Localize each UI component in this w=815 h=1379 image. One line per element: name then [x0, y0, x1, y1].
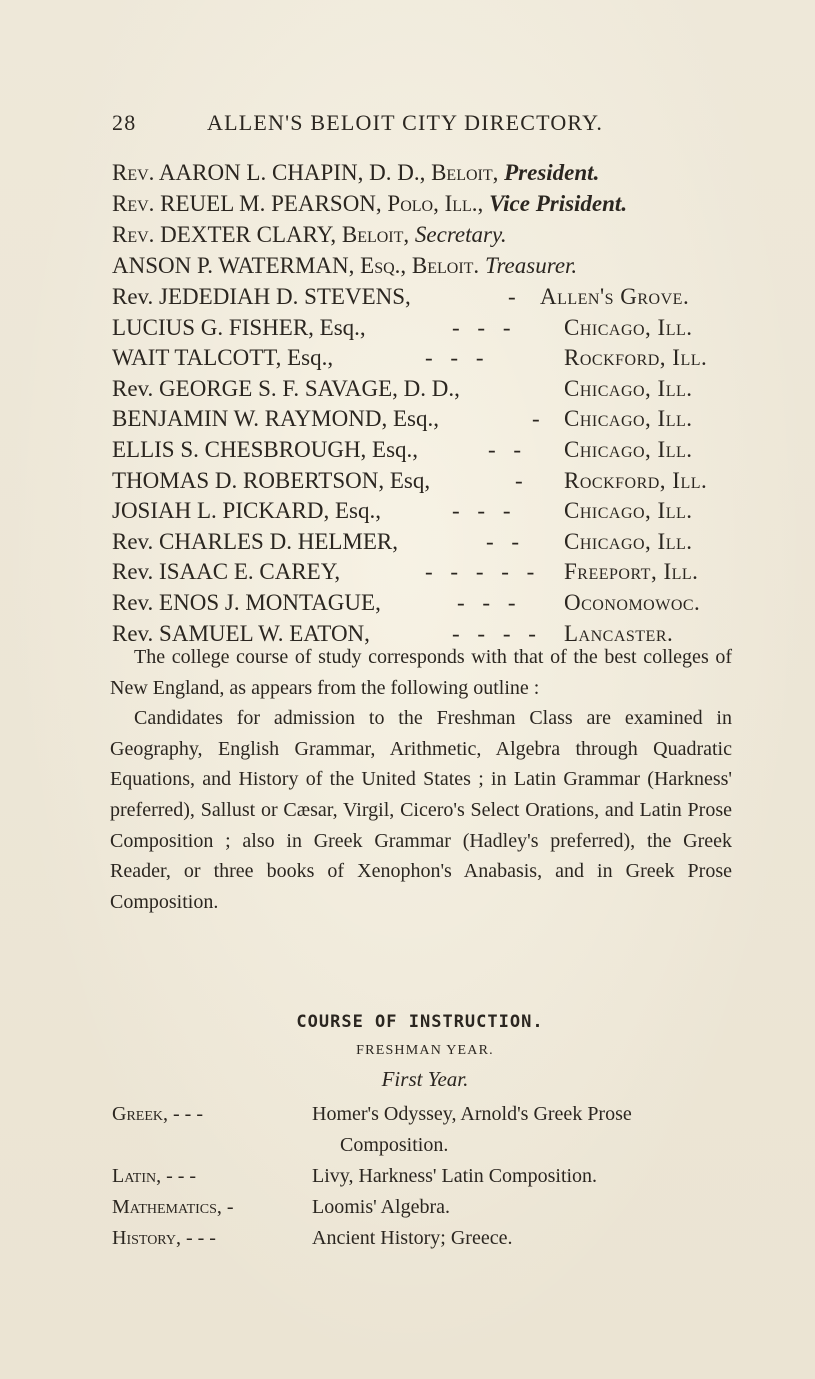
subject-name: Mathematics, - — [112, 1196, 234, 1218]
trustee-row — [112, 559, 752, 590]
trustee-place: Rockford, Ill. — [564, 345, 708, 371]
trustee-row — [112, 284, 752, 315]
officer-name: ANSON P. WATERMAN, — [112, 253, 355, 278]
trustee-row — [112, 529, 752, 560]
subject-row — [112, 1161, 752, 1192]
officer-place: Beloit, — [341, 222, 410, 247]
subjects-list — [112, 1099, 752, 1254]
year-heading: FRESHMAN YEAR. — [356, 1043, 494, 1058]
subject-desc: Homer's Odyssey, Arnold's Greek Prose — [312, 1103, 632, 1125]
trustee-name: Rev. JEDEDIAH D. STEVENS, — [112, 284, 411, 309]
trustee-name: BENJAMIN W. RAYMOND, Esq., — [112, 406, 439, 432]
trustee-place: Chicago, Ill. — [564, 436, 693, 462]
trustee-place: Oconomowoc. — [564, 589, 701, 615]
leader-dashes: - - - - - — [425, 559, 541, 585]
trustee-name: Rev. GEORGE S. F. SAVAGE, D. D., — [112, 375, 460, 401]
subject-name: Latin, - - - — [112, 1165, 197, 1187]
trustee-place: Rockford, Ill. — [564, 467, 708, 493]
leader-dashes: - — [508, 284, 522, 309]
officers-list — [112, 160, 752, 284]
trustee-place: Allen's Grove. — [540, 284, 690, 309]
trustee-place: Chicago, Ill. — [564, 498, 693, 524]
officer-row — [112, 253, 752, 284]
officer-role: President. — [504, 160, 600, 185]
trustee-name: Rev. CHARLES D. HELMER, — [112, 528, 399, 554]
trustee-row — [112, 345, 752, 376]
trustee-row — [112, 468, 752, 499]
subject-row — [112, 1192, 752, 1223]
officer-prefix: Rev. — [112, 222, 155, 247]
trustee-place: Chicago, Ill. — [564, 314, 693, 340]
officer-prefix: Rev. — [112, 191, 155, 216]
trustee-name: Rev. ENOS J. MONTAGUE, — [112, 589, 381, 615]
trustee-place: Chicago, Ill. — [564, 375, 693, 401]
trustee-place: Chicago, Ill. — [564, 528, 693, 554]
subject-name: History, - - - — [112, 1227, 216, 1249]
leader-dashes: - — [515, 467, 529, 493]
page-number: 28 — [112, 110, 137, 135]
sub-heading: First Year. — [381, 1067, 469, 1091]
leader-dashes: - - - — [425, 345, 490, 371]
leader-dashes: - - - — [452, 314, 517, 340]
trustee-name: Rev. SAMUEL W. EATON, — [112, 620, 370, 646]
leader-dashes: - - - - — [452, 620, 542, 646]
officer-place: Esq., Beloit. — [360, 253, 480, 278]
subject-desc: Ancient History; Greece. — [312, 1227, 513, 1249]
trustee-name: JOSIAH L. PICKARD, Esq., — [112, 498, 381, 524]
trustee-row — [112, 406, 752, 437]
trustee-name: Rev. ISAAC E. CAREY, — [112, 559, 341, 585]
officer-place: Polo, Ill., — [387, 191, 484, 216]
trustee-place: Lancaster. — [564, 620, 674, 646]
running-title: ALLEN'S BELOIT CITY DIRECTORY. — [207, 110, 604, 135]
officer-prefix: Rev. — [112, 160, 155, 185]
officer-role: Vice Prisident. — [489, 191, 628, 216]
officer-row — [112, 160, 752, 191]
paragraph: Candidates for admission to the Freshman Class are examined in Geography, English Grammar, Arithmetic, Algebra through Quadratic Equations, and History of the United States ; in Latin Grammar (Harkness' preferred), Sallust or Cæsar, Virgil, Cicero's Select Orations, and Latin Prose Composition ; also in Greek Grammar (Hadley's preferred), the Greek Reader, or three books of Xenophon's Anabasis, and in Greek Prose Composition. — [110, 707, 732, 913]
subject-name: Greek, - - - — [112, 1103, 203, 1125]
trustee-place: Freeport, Ill. — [564, 559, 699, 585]
subject-desc-cont: Composition. — [340, 1134, 449, 1156]
trustee-name: WAIT TALCOTT, Esq., — [112, 345, 334, 371]
subject-desc: Livy, Harkness' Latin Composition. — [312, 1165, 598, 1187]
subject-desc: Loomis' Algebra. — [312, 1196, 451, 1218]
trustee-name: ELLIS S. CHESBROUGH, Esq., — [112, 436, 419, 462]
body-text — [110, 642, 732, 917]
officer-name: REUEL M. PEARSON, — [160, 191, 382, 216]
trustee-row — [112, 376, 752, 407]
leader-dashes: - - — [486, 528, 526, 554]
leader-dashes: - - - — [452, 498, 517, 524]
trustee-row — [112, 590, 752, 621]
leader-dashes: - - - — [457, 589, 522, 615]
officer-row — [112, 222, 752, 253]
trustees-list — [112, 284, 752, 651]
subject-row — [112, 1099, 752, 1161]
paragraph: The college course of study corresponds with that of the best colleges of New England, as appears from the following outline : — [110, 646, 732, 699]
trustee-name: THOMAS D. ROBERTSON, Esq, — [112, 467, 431, 493]
trustee-row — [112, 498, 752, 529]
trustee-place: Chicago, Ill. — [564, 406, 693, 432]
trustee-name: LUCIUS G. FISHER, Esq., — [112, 314, 366, 340]
trustee-row — [112, 437, 752, 468]
course-heading: COURSE OF INSTRUCTION. — [296, 1012, 544, 1032]
officer-name: AARON L. CHAPIN, D. D., — [158, 160, 426, 185]
officer-row — [112, 191, 752, 222]
officer-name: DEXTER CLARY, — [160, 222, 337, 247]
officer-role: Treasurer. — [484, 253, 578, 278]
subject-row — [112, 1223, 752, 1254]
trustee-row — [112, 315, 752, 346]
officer-place: Beloit, — [431, 160, 499, 185]
leader-dashes: - — [532, 406, 546, 432]
officer-role: Secretary. — [414, 222, 507, 247]
leader-dashes: - - — [488, 436, 528, 462]
